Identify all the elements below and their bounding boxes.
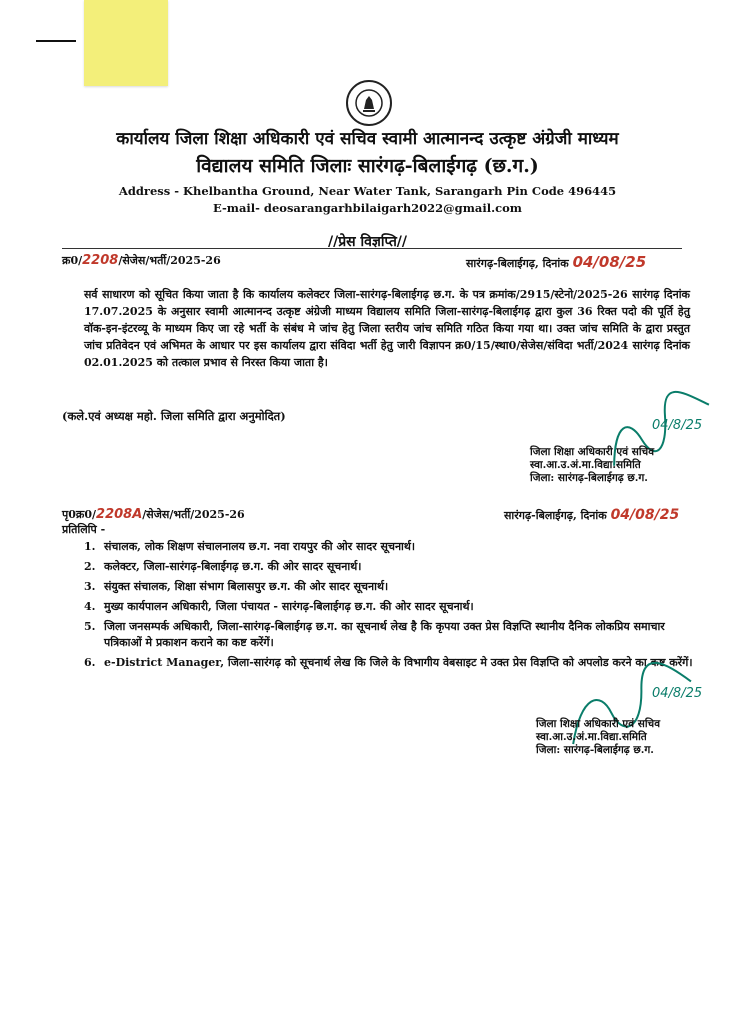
copy-list — [84, 539, 694, 675]
office-title-line1: कार्यालय जिला शिक्षा अधिकारी एवं सचिव स्वामी आत्मानन्द उत्कृष्ट अंग्रेजी माध्यम — [116, 129, 619, 149]
list-item: 3. संयुक्त संचालक, शिक्षा संभाग बिलासपुर छ.ग. की ओर सादर सूचनार्थ। — [84, 580, 389, 593]
state-emblem-icon — [346, 80, 392, 126]
signature-block-1 — [530, 446, 654, 485]
press-release-title: //प्रेस विज्ञप्ति// — [327, 234, 408, 250]
signature-date-1: 04/8/25 — [652, 418, 703, 433]
signatory-committee: स्वा.आ.उ.अं.मा.विद्या.समिति — [530, 459, 641, 471]
signature-block-2 — [536, 718, 660, 757]
copy-to-label: प्रतिलिपि - — [62, 523, 106, 536]
signatory-designation: जिला शिक्षा अधिकारी एवं सचिव — [536, 718, 661, 730]
signatory-designation: जिला शिक्षा अधिकारी एवं सचिव — [530, 446, 655, 458]
date-label: सारंगढ़-बिलाईगढ़, दिनांक — [466, 257, 569, 270]
pen-mark — [36, 40, 76, 42]
approval-note: (कले.एवं अध्यक्ष महो. जिला समिति द्वारा अनुमोदित) — [62, 409, 286, 423]
reference-number-1 — [62, 253, 221, 268]
list-item: 6. e-District Manager, जिला-सारंगढ़ को सूचनार्थ लेख कि जिले के विभागीय वेबसाइट मे उक्त प्रेस विज्ञप्ति को अपलोड करने का कष्ट करेंगें। — [84, 656, 693, 669]
list-item: 5. जिला जनसम्पर्क अधिकारी, जिला-सारंगढ़-बिलाईगढ़ छ.ग. का सूचनार्थ लेख है कि कृपया उक्त प्रेस विज्ञप्ति स्थानीय दैनिक लोकप्रिय समाचार पत्रिकाओं मे प्रकाशन कराने का कष्ट करेंगें। — [84, 620, 665, 649]
signatory-district: जिला: सारंगढ़-बिलाईगढ़ छ.ग. — [536, 744, 654, 756]
issue-date-1 — [466, 253, 646, 271]
notice-body: सर्व साधारण को सूचित किया जाता है कि कार्यालय कलेक्टर जिला-सारंगढ़-बिलाईगढ़ छ.ग. के पत्र क्रमांक/2915/स्टेनो/2025-26 सारंगढ़ दिनांक 17.07.2025 के अनुसार स्वामी आत्मानन्द उत्कृष्ट अंग्रेजी माध्यम विद्यालय समिति जिला-सारंगढ़-बिलाईगढ़ द्वारा कुल 36 रिक्त पदो की पूर्ति हेतु वॉक-इन-इंटरव्यू के माध्यम किए जा रहे भर्ती के संबंध मे जांच हेतु जिला स्तरीय जांच समिति गठित किया गया था। उक्त जांच समिति के द्वारा प्रस्तुत जांच प्रतिवेदन एवं अभिमत के आधार पर इस कार्यालय द्वारा संविदा भर्ती हेतु जारी विज्ञापन क्र0/15/स्था0/सेजेस/संविदा भर्ती/2024 सारंगढ़ दिनांक 02.01.2025 को तत्काल प्रभाव से निरस्त किया जाता है। — [84, 288, 690, 369]
handwritten-date: 04/08/25 — [610, 507, 680, 523]
office-email: E-mail- deosarangarhbilaigarh2022@gmail.com — [213, 201, 522, 215]
ref-prefix: पृ0क्र0/ — [62, 508, 97, 521]
list-item: 4. मुख्य कार्यपालन अधिकारी, जिला पंचायत - सारंगढ़-बिलाईगढ़ छ.ग. की ओर सादर सूचनार्थ। — [84, 600, 474, 613]
office-title-line2: विद्यालय समिति जिलाः सारंगढ़-बिलाईगढ़ (छ.ग.) — [196, 155, 539, 177]
signature-date-2: 04/8/25 — [652, 686, 703, 701]
signatory-district: जिला: सारंगढ़-बिलाईगढ़ छ.ग. — [530, 472, 648, 484]
sticky-note — [84, 0, 168, 86]
handwritten-ref-no: 2208 — [82, 253, 119, 268]
list-item: 2. कलेक्टर, जिला-सारंगढ़-बिलाईगढ़ छ.ग. की ओर सादर सूचनार्थ। — [84, 560, 362, 573]
issue-date-2 — [504, 507, 679, 523]
handwritten-ref-no: 2208A — [96, 507, 143, 522]
list-item: 1. संचालक, लोक शिक्षण संचालनालय छ.ग. नवा रायपुर की ओर सादर सूचनार्थ। — [84, 540, 416, 553]
ref-prefix: क्र0/ — [62, 254, 83, 267]
signatory-committee: स्वा.आ.उ.अं.मा.विद्या.समिति — [536, 731, 647, 743]
ref-suffix: /सेजेस/भर्ती/2025-26 — [142, 508, 245, 521]
ref-suffix: /सेजेस/भर्ती/2025-26 — [118, 254, 221, 267]
date-label: सारंगढ़-बिलाईगढ़, दिनांक — [504, 509, 607, 522]
reference-number-2 — [62, 507, 245, 522]
office-address: Address - Khelbantha Ground, Near Water Tank, Sarangarh Pin Code 496445 — [118, 184, 617, 198]
handwritten-date: 04/08/25 — [572, 253, 647, 271]
